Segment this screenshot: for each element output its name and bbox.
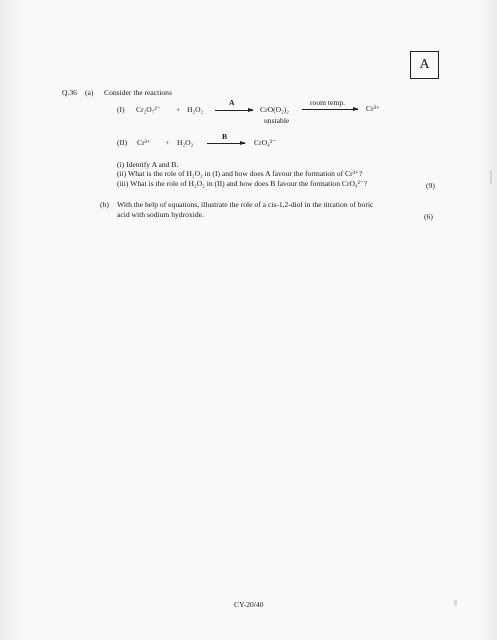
reaction-II-label: (II)	[117, 138, 128, 147]
set-code-box	[410, 51, 439, 79]
reaction-II-plus: +	[165, 138, 170, 147]
reaction-I-arrow2	[302, 109, 358, 110]
reaction-I-reactant2: H₂O₂	[187, 105, 204, 114]
part-a-marks: (9)	[426, 181, 435, 190]
reaction-II-reagent: B	[222, 132, 228, 141]
scan-mark	[490, 170, 492, 184]
reaction-I-arrow1	[215, 110, 253, 111]
subquestion-i: (i) Identify A and B.	[117, 160, 179, 169]
reaction-I-reagent: A	[229, 98, 235, 107]
part-b-label: (b)	[100, 200, 109, 209]
reaction-I-intermediate: CrO(O₂)₂	[260, 105, 289, 114]
reaction-I-plus: +	[176, 105, 181, 114]
subquestion-iii: (iii) What is the role of H₂O₂ in (II) and how does B favour the formation CrO₄²⁻?	[117, 179, 368, 188]
set-code: A	[419, 57, 430, 72]
part-b-line2: acid with sodium hydroxide.	[117, 210, 204, 219]
page-footer: CY-20/40	[234, 600, 264, 609]
reaction-I-condition: room temp.	[310, 98, 346, 107]
part-a-intro: Consider the reactions	[104, 88, 172, 97]
reaction-I-label: (I)	[117, 105, 125, 114]
reaction-I-reactant1: Cr₂O₇²⁻	[136, 105, 161, 114]
reaction-II-reactant2: H₂O₂	[177, 138, 194, 147]
subquestion-ii: (ii) What is the role of H₂O₂ in (I) and how does A favour the formation of Cr³⁺?	[117, 169, 363, 178]
reaction-II-product: CrO₄²⁻	[254, 138, 277, 147]
question-number: Q.36	[62, 88, 77, 97]
reaction-II-reactant1: Cr³⁺	[137, 138, 151, 147]
part-b-line1: With the help of equations, illustrate the role of a cis-1,2-diol in the titration of boric	[117, 200, 374, 209]
reaction-I-product: Cr³⁺	[366, 104, 380, 113]
part-b-marks: (6)	[424, 212, 433, 221]
reaction-II-arrow	[207, 143, 245, 144]
scan-mark	[454, 600, 457, 606]
part-a-label: (a)	[85, 88, 94, 97]
reaction-I-intermediate-note: unstable	[264, 116, 290, 125]
